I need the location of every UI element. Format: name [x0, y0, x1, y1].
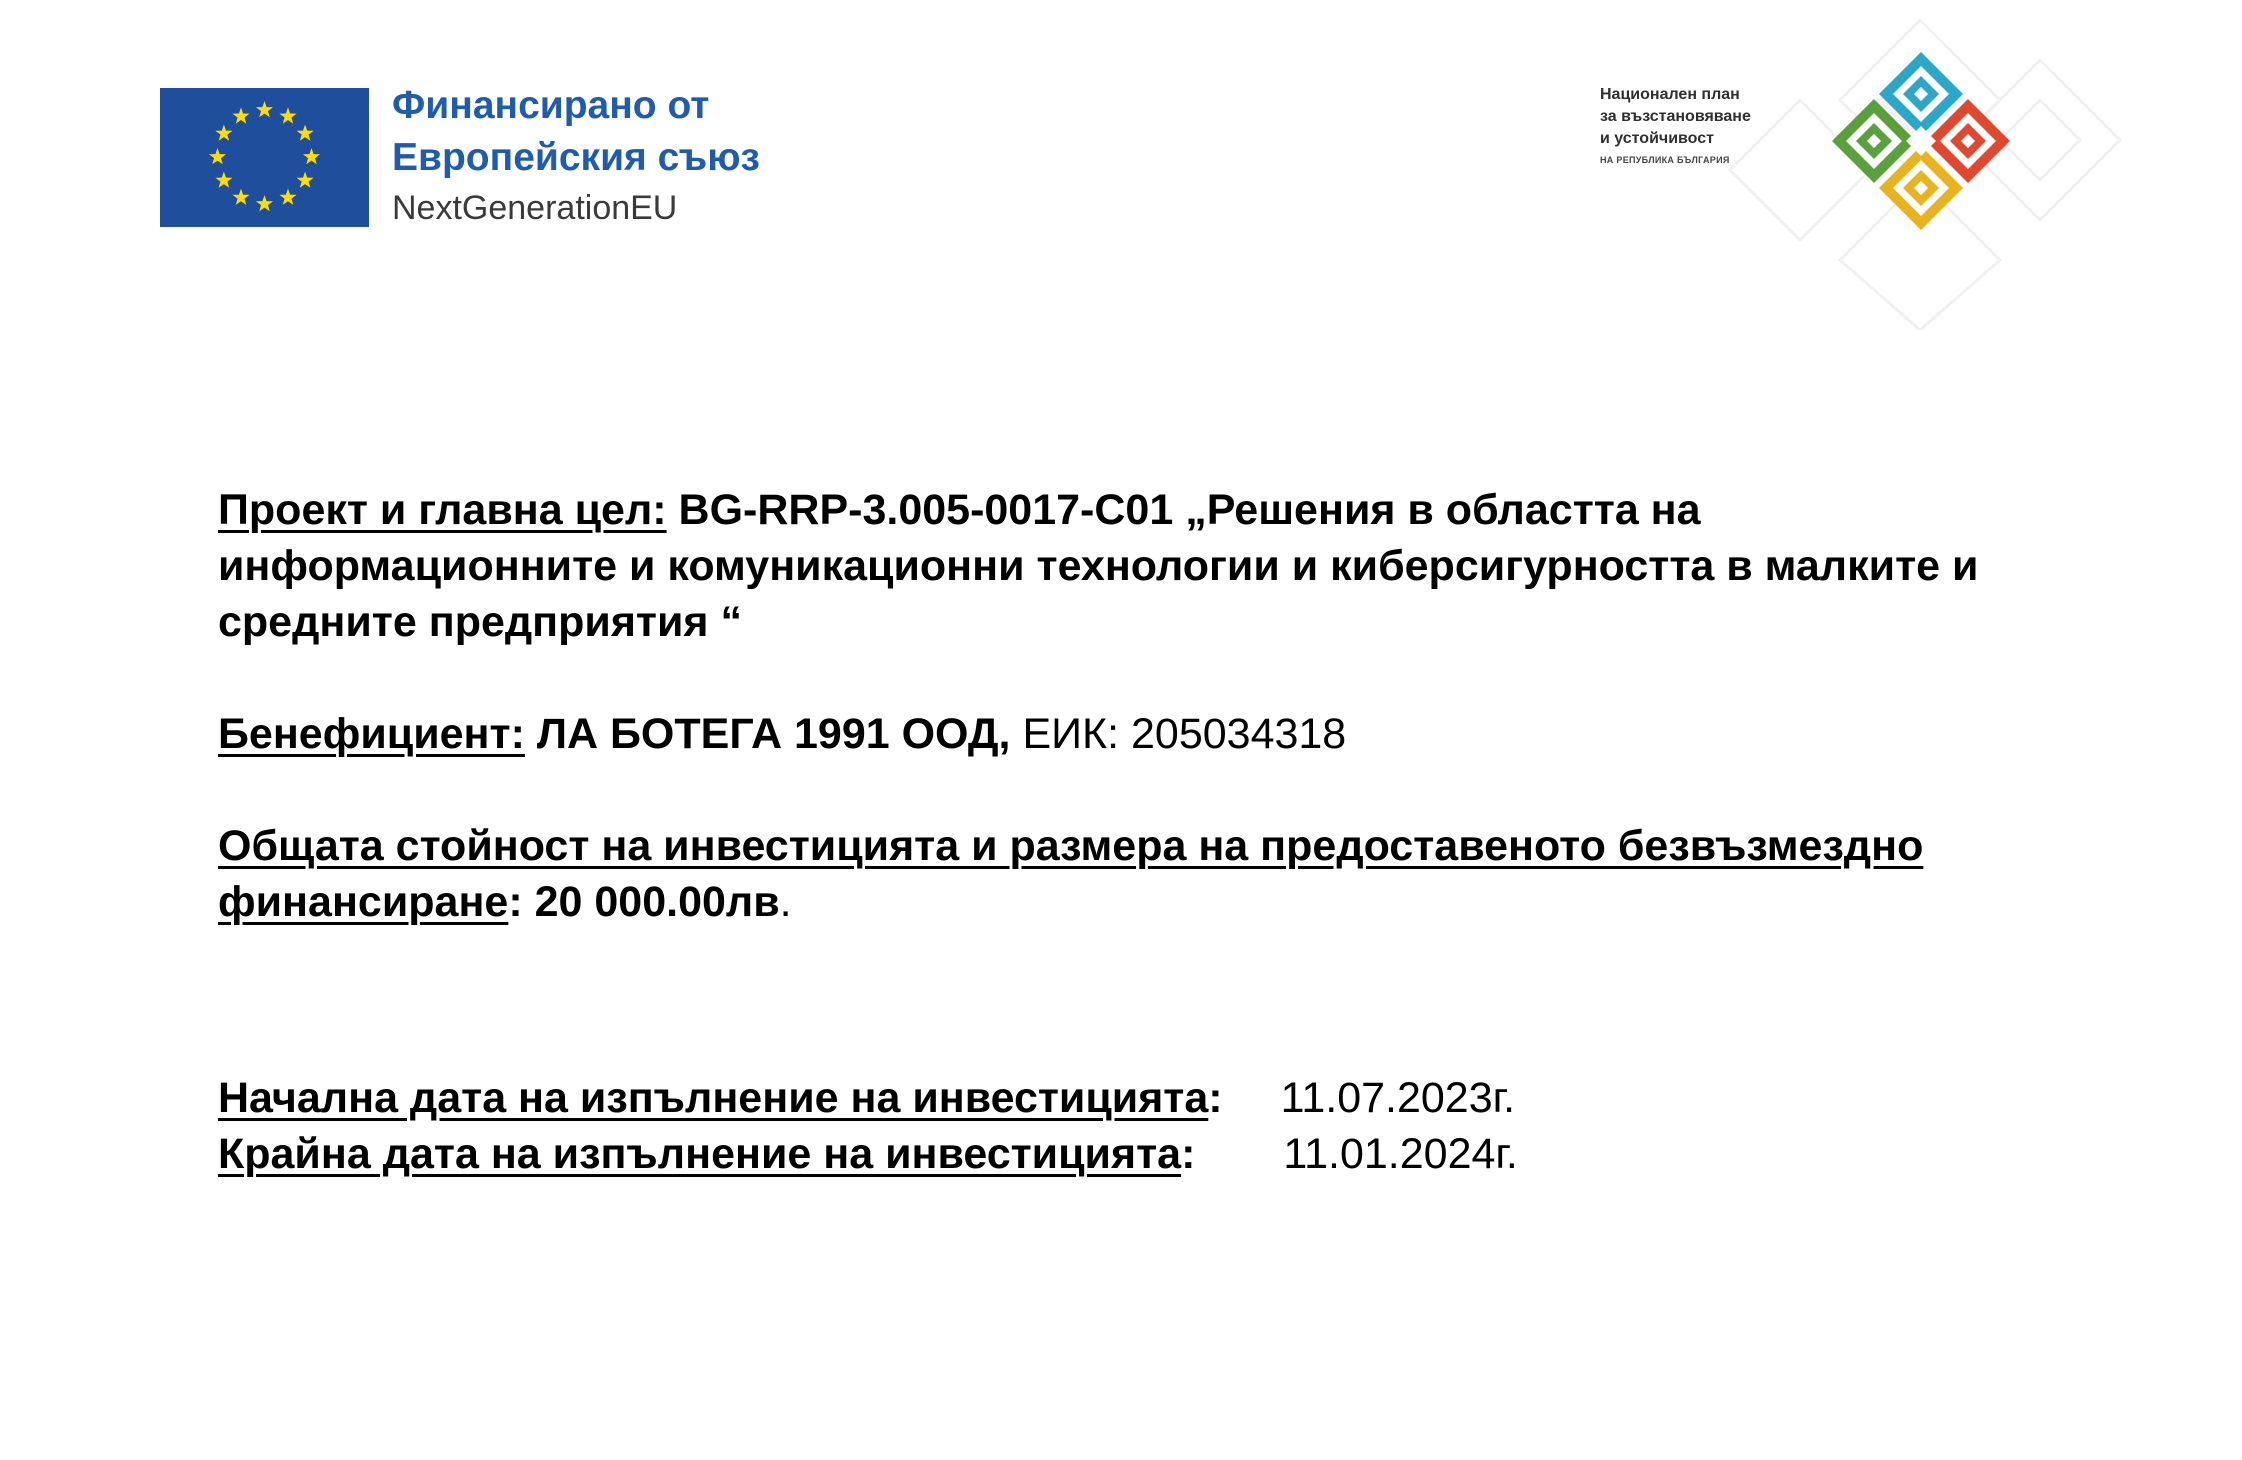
national-plan-line-3: и устойчивост — [1600, 130, 1714, 147]
beneficiary-label: Бенефициент: — [218, 710, 525, 758]
investment-amount: 20 000.00лв — [522, 878, 780, 926]
investment-period: . — [779, 878, 792, 926]
national-plan-subline: НА РЕПУБЛИКА БЪЛГАРИЯ — [1600, 155, 1730, 165]
beneficiary-paragraph — [218, 706, 2068, 762]
end-date-label: Крайна дата на изпълнение на инвестицията — [218, 1130, 1182, 1178]
project-label: Проект и главна цел: — [218, 486, 667, 534]
spacer — [218, 930, 2068, 1070]
nextgeneration-eu-label: NextGenerationEU — [392, 189, 678, 227]
eu-logo-text — [392, 80, 852, 230]
start-date-label: Начална дата на изпълнение на инвестицията — [218, 1074, 1209, 1122]
eu-funded-label: Финансирано от Европейския съюз — [392, 84, 760, 179]
national-plan-text — [1600, 84, 1790, 166]
spacer — [218, 650, 2068, 706]
eu-stars-circle — [160, 88, 369, 227]
national-plan-emblem-icon — [1828, 48, 2014, 234]
project-info — [218, 482, 2068, 1182]
investment-paragraph — [218, 818, 2068, 930]
national-plan-line-1: Национален план — [1600, 86, 1740, 103]
eu-funding-logo — [160, 84, 852, 230]
investment-label: Общата стойност на инвестицията и размера на предоставеното безвъзмездно финансиране — [218, 822, 1924, 926]
national-plan-logo — [1600, 78, 2060, 253]
start-date-colon: : — [1208, 1074, 1223, 1122]
national-plan-line-2: за възстановяване — [1600, 108, 1751, 125]
spacer — [218, 762, 2068, 818]
end-date-row — [218, 1126, 2068, 1182]
project-text: BG-RRP-3.005-0017-C01 „Решения в областта на информационните и комуникационни технологии и киберсигурността в малките и средните предприятия “ — [218, 486, 1979, 646]
beneficiary-name: ЛА БОТЕГА 1991 ООД, — [524, 710, 1011, 758]
start-date-row — [218, 1070, 2068, 1126]
investment-colon: : — [508, 878, 523, 926]
beneficiary-eik: ЕИК: 205034318 — [1010, 710, 1347, 758]
end-date-colon: : — [1181, 1130, 1196, 1178]
eu-flag-icon — [160, 88, 369, 227]
project-paragraph — [218, 482, 2068, 650]
start-date-value: 11.07.2023г. — [1280, 1074, 1516, 1122]
end-date-value: 11.01.2024г. — [1283, 1130, 1518, 1178]
